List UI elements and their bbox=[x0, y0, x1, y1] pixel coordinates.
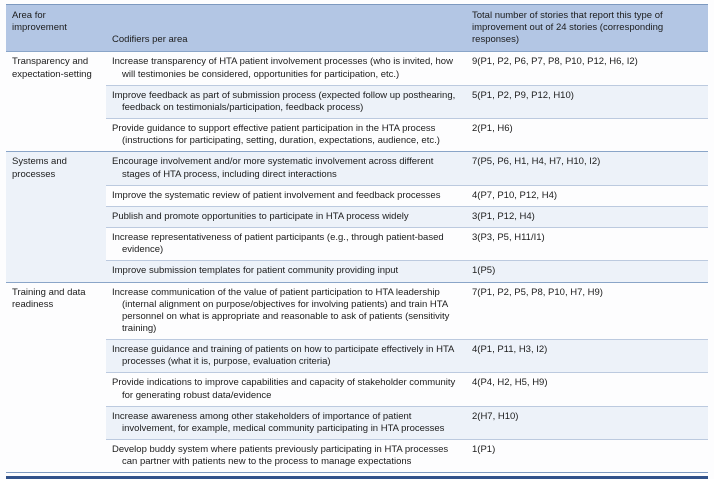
count-cell: 3(P1, P12, H4) bbox=[466, 206, 708, 227]
table-row bbox=[6, 85, 708, 118]
codifier-cell: Increase representativeness of patient participants (e.g., through patient-based evidence) bbox=[106, 228, 466, 261]
count-cell: 3(P3, P5, H11/I1) bbox=[466, 228, 708, 261]
header-total-stories: Total number of stories that report this type of improvement out of 24 stories (corresponding responses) bbox=[466, 5, 708, 52]
codifier-cell: Increase communication of the value of patient participation to HTA leadership (internal alignment on purpose/objectives for involving patients) and train HTA personnel on what is appropriate and reasonable to ask of patients (sensitivity training) bbox=[106, 282, 466, 340]
table-header bbox=[6, 5, 708, 52]
table-row bbox=[6, 440, 708, 473]
codifier-cell: Increase transparency of HTA patient involvement processes (who is invited, how will testimonies be considered, opportunities for participation, etc.) bbox=[106, 52, 466, 85]
count-cell: 1(P5) bbox=[466, 261, 708, 282]
count-cell: 4(P7, P10, P12, H4) bbox=[466, 185, 708, 206]
table-row bbox=[6, 373, 708, 406]
area-label: Transparency and expectation-setting bbox=[6, 52, 106, 152]
codifier-cell: Provide guidance to support effective patient participation in the HTA process (instructions for participating, setting, duration, expectations, audience, etc.) bbox=[106, 119, 466, 152]
area-label: Training and data readiness bbox=[6, 282, 106, 473]
table-row bbox=[6, 261, 708, 282]
count-cell: 7(P5, P6, H1, H4, H7, H10, I2) bbox=[466, 152, 708, 185]
table-row bbox=[6, 52, 708, 85]
table-row bbox=[6, 228, 708, 261]
count-cell: 5(P1, P2, P9, P12, H10) bbox=[466, 85, 708, 118]
codifier-cell: Encourage involvement and/or more systematic involvement across different stages of HTA process, including direct interactions bbox=[106, 152, 466, 185]
count-cell: 7(P1, P2, P5, P8, P10, H7, H9) bbox=[466, 282, 708, 340]
table-row bbox=[6, 340, 708, 373]
table-row bbox=[6, 152, 708, 185]
count-cell: 4(P4, H2, H5, H9) bbox=[466, 373, 708, 406]
codifier-cell: Publish and promote opportunities to participate in HTA process widely bbox=[106, 206, 466, 227]
count-cell: 1(P1) bbox=[466, 440, 708, 473]
codifier-cell: Improve submission templates for patient community providing input bbox=[106, 261, 466, 282]
table-body bbox=[6, 52, 708, 473]
header-codifiers-per-area: Codifiers per area bbox=[106, 5, 466, 52]
count-cell: 4(P1, P11, H3, I2) bbox=[466, 340, 708, 373]
codifier-cell: Improve feedback as part of submission process (expected follow up posthearing, feedback on testimonials/participation, feedback process) bbox=[106, 85, 466, 118]
codifier-cell: Increase guidance and training of patients on how to participate effectively in HTA processes (what it is, purpose, evaluation criteria) bbox=[106, 340, 466, 373]
table-row bbox=[6, 185, 708, 206]
count-cell: 2(H7, H10) bbox=[466, 406, 708, 439]
table-row bbox=[6, 206, 708, 227]
codifier-cell: Increase awareness among other stakeholders of importance of patient involvement, for example, medical community participating in HTA processes bbox=[106, 406, 466, 439]
improvement-table bbox=[6, 4, 708, 473]
table-row bbox=[6, 406, 708, 439]
table-row bbox=[6, 119, 708, 152]
area-label: Systems and processes bbox=[6, 152, 106, 282]
count-cell: 9(P1, P2, P6, P7, P8, P10, P12, H6, I2) bbox=[466, 52, 708, 85]
codifier-cell: Develop buddy system where patients previously participating in HTA processes can partner with patients new to the process to manage expectations bbox=[106, 440, 466, 473]
codifier-cell: Improve the systematic review of patient involvement and feedback processes bbox=[106, 185, 466, 206]
header-area-for-improvement: Area for improvement bbox=[6, 5, 106, 52]
codifier-cell: Provide indications to improve capabilities and capacity of stakeholder community for generating robust data/evidence bbox=[106, 373, 466, 406]
count-cell: 2(P1, H6) bbox=[466, 119, 708, 152]
table-row bbox=[6, 282, 708, 340]
header-row bbox=[6, 5, 708, 52]
